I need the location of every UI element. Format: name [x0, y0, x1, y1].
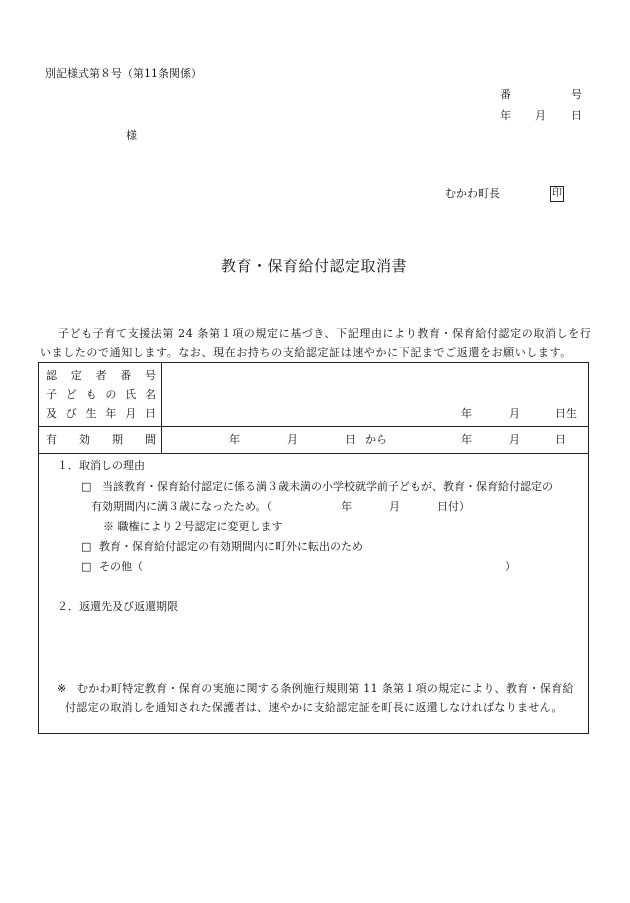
table-column-divider [161, 363, 162, 453]
reason-2-text: 教育・保育給付認定の有効期間内に町外に転出のため [99, 540, 363, 553]
document-title: 教育・保育給付認定取消書 [221, 257, 408, 275]
seal-stamp: 印 [550, 186, 564, 202]
from-suffix: から [365, 433, 387, 446]
birth-year-label: 年 [461, 407, 472, 420]
footnote-mark: ※ [57, 682, 67, 695]
label-child-name: 子 ど も の 氏 名 [46, 388, 156, 401]
birth-month-label: 月 [509, 407, 520, 420]
reason-1-checkbox[interactable]: □ [81, 480, 92, 493]
label-birthdate: 及 び 生 年 月 日 [46, 407, 156, 420]
to-month-label: 月 [509, 433, 520, 446]
intro-line-1: 子ども子育て支援法第 24 条第１項の規定に基づき、下記理由により教育・保育給付認定の取消しを行 [58, 327, 592, 340]
from-month-label: 月 [287, 433, 298, 446]
reason-1-day: 日付） [437, 500, 470, 513]
footnote-line-1: むかわ町特定教育・保育の実施に関する条例施行規則第 11 条第１項の規定により、教育・保育給 [77, 682, 574, 695]
table-divider-1 [39, 426, 588, 427]
issuer-mayor: むかわ町長 [445, 187, 500, 200]
from-day-label: 日 [345, 433, 356, 446]
date-day-label: 日 [571, 109, 582, 122]
reason-1-month: 月 [389, 500, 400, 513]
to-day-label: 日 [555, 433, 566, 446]
birth-day-label: 日生 [555, 407, 577, 420]
reason-1-year: 年 [341, 500, 352, 513]
table-divider-2 [39, 453, 588, 454]
to-year-label: 年 [461, 433, 472, 446]
section-2-heading: ２．返還先及び返還期限 [57, 600, 178, 613]
number-suffix: 号 [571, 88, 582, 101]
intro-line-2: いましたので通知します。なお、現在お持ちの支給認定証は速やかに下記までご返還をお願いします。 [40, 346, 572, 359]
reason-3-text: その他（ [99, 560, 143, 573]
reason-3-close: ） [505, 560, 516, 573]
from-year-label: 年 [229, 433, 240, 446]
recipient-honorific: 様 [126, 129, 137, 142]
number-label: 番 [500, 88, 511, 101]
certificate-table [38, 362, 589, 734]
section-1-heading: １．取消しの理由 [57, 459, 145, 472]
footnote-line-2: 付認定の取消しを通知された保護者は、速やかに支給認定証を町長に返還しなければなりません。 [65, 701, 563, 714]
reason-1-note: ※ 職権により２号認定に変更します [103, 520, 283, 533]
label-validity-period: 有 効 期 間 [46, 433, 156, 446]
reason-2-checkbox[interactable]: □ [81, 540, 92, 553]
form-number: 別記様式第８号（第11条関係） [45, 67, 202, 80]
reason-1-line-1: 当該教育・保育給付認定に係る満３歳未満の小学校就学前子どもが、教育・保育給付認定の [102, 480, 553, 493]
date-month-label: 月 [535, 109, 546, 122]
reason-3-checkbox[interactable]: □ [81, 560, 92, 573]
label-certification-number: 認 定 者 番 号 [46, 369, 156, 382]
date-year-label: 年 [500, 109, 511, 122]
reason-1-line-2: 有効期間内に満３歳になったため。（ [91, 500, 273, 513]
